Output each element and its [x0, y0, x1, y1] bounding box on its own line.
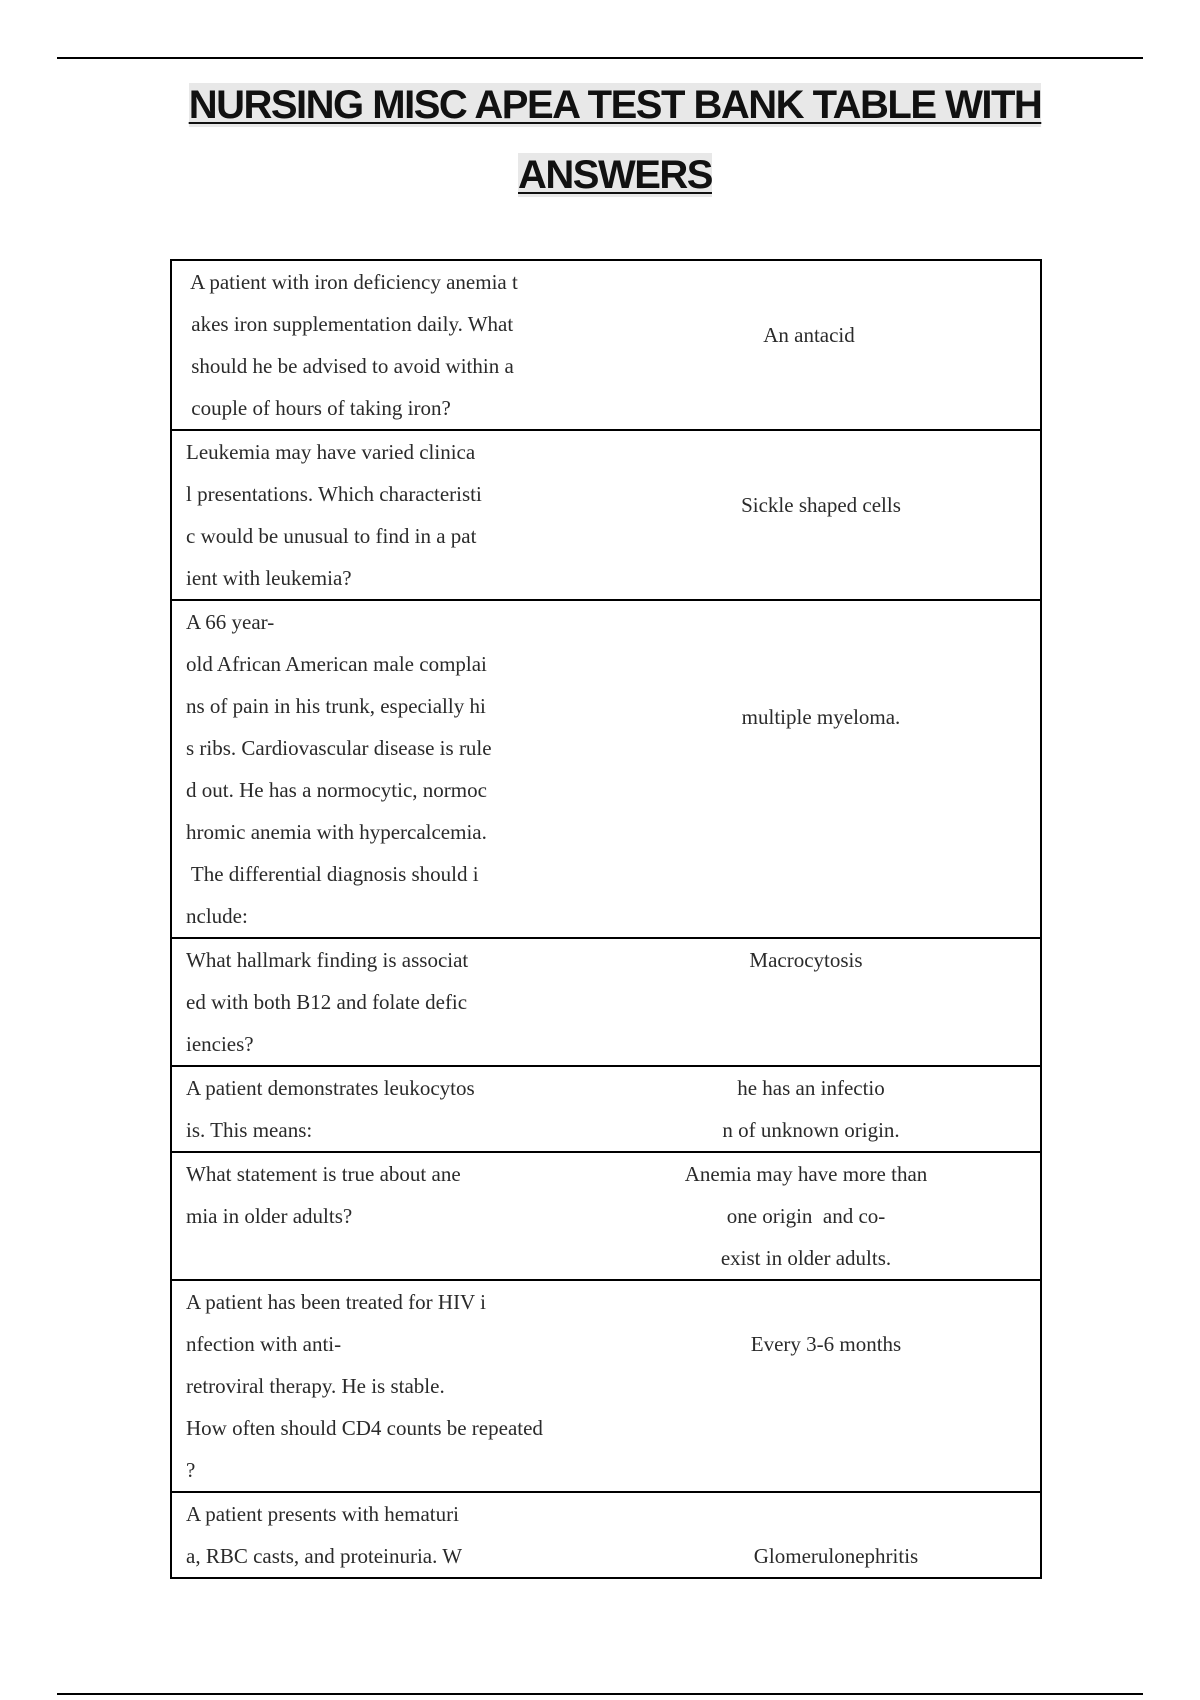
qa-table	[170, 259, 1042, 1579]
page-title-line-2: ANSWERS	[518, 153, 712, 197]
question-text: What hallmark finding is associat ed with both B12 and folate defic iencies?	[186, 948, 469, 1056]
answer-text: multiple myeloma.	[741, 705, 901, 729]
answer-text: An antacid	[763, 323, 855, 347]
question-cell	[171, 1066, 602, 1152]
table-row	[171, 1066, 1041, 1152]
top-rule	[57, 57, 1143, 59]
table-row	[171, 1280, 1041, 1492]
page-title	[0, 70, 1200, 210]
answer-text: Sickle shaped cells	[741, 493, 901, 517]
answer-cell	[602, 1492, 1041, 1578]
question-cell	[171, 260, 602, 430]
answer-cell	[602, 938, 1041, 1066]
answer-text: he has an infectio n of unknown origin.	[722, 1076, 900, 1142]
question-text: What statement is true about ane mia in older adults?	[186, 1162, 461, 1228]
page-title-line-1: NURSING MISC APEA TEST BANK TABLE WITH	[188, 83, 1042, 127]
question-text: A patient presents with hematuri a, RBC casts, and proteinuria. W	[186, 1502, 463, 1568]
bottom-rule	[57, 1693, 1143, 1695]
question-cell	[171, 938, 602, 1066]
table-row	[171, 1492, 1041, 1578]
answer-cell	[602, 1280, 1041, 1492]
table-row	[171, 260, 1041, 430]
table-row	[171, 430, 1041, 600]
question-text: A patient demonstrates leukocytos is. This means:	[186, 1076, 475, 1142]
question-text: A 66 year- old African American male complai ns of pain in his trunk, especially hi s ribs. Cardiovascular disease is rule d out. He has a normocytic, normoc hromic anemia with hypercalcemia. The differential diagnosis should i nclude:	[186, 610, 492, 928]
table-row	[171, 938, 1041, 1066]
question-cell	[171, 430, 602, 600]
question-text: A patient has been treated for HIV i nfection with anti- retroviral therapy. He is stable. How often should CD4 counts be repeated ?	[186, 1290, 543, 1482]
answer-text: Every 3-6 months	[750, 1332, 902, 1356]
answer-text: Anemia may have more than one origin and co- exist in older adults.	[684, 1162, 928, 1270]
table-row	[171, 1152, 1041, 1280]
question-text: Leukemia may have varied clinica l presentations. Which characteristi c would be unusual to find in a pat ient with leukemia?	[186, 440, 482, 590]
answer-cell	[602, 1066, 1041, 1152]
question-cell	[171, 1152, 602, 1280]
question-cell	[171, 600, 602, 938]
answer-cell	[602, 600, 1041, 938]
question-text: A patient with iron deficiency anemia t akes iron supplementation daily. What should he be advised to avoid within a couple of hours of taking iron?	[190, 270, 518, 420]
table-row	[171, 600, 1041, 938]
question-cell	[171, 1280, 602, 1492]
question-cell	[171, 1492, 602, 1578]
answer-text: Macrocytosis	[749, 948, 863, 972]
answer-cell	[602, 430, 1041, 600]
answer-cell	[602, 1152, 1041, 1280]
answer-cell	[602, 260, 1041, 430]
answer-text: Glomerulonephritis	[753, 1544, 919, 1568]
